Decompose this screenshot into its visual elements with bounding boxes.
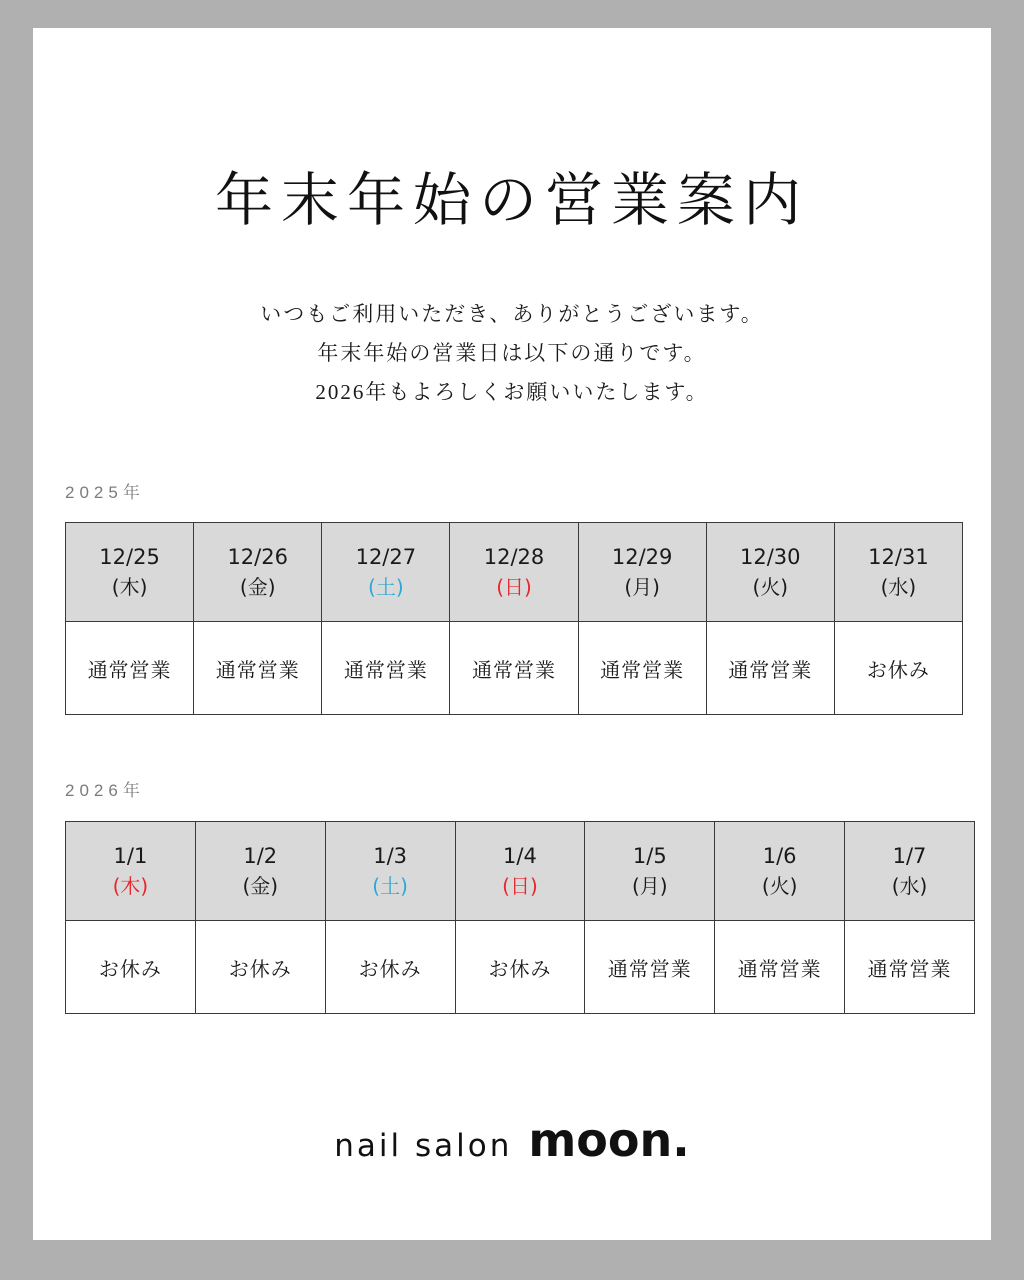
day-status-cell: 通常営業 (706, 622, 834, 715)
day-date: 1/7 (892, 844, 927, 869)
day-header-cell (715, 822, 845, 921)
day-header-cell (195, 822, 325, 921)
day-dow: (金) (242, 873, 279, 898)
day-dow: (土) (368, 574, 404, 599)
day-status-cell: お休み (455, 921, 585, 1014)
day-status-cell: 通常営業 (194, 622, 322, 715)
day-dow: (日) (496, 574, 532, 599)
day-header-cell (325, 822, 455, 921)
day-dow: (金) (239, 574, 276, 599)
day-dow: (火) (761, 873, 798, 898)
lead-line-3: 2026年もよろしくお願いいたします。 (315, 379, 709, 404)
day-header-cell (845, 822, 975, 921)
day-dow: (日) (502, 873, 538, 898)
day-dow: (水) (891, 873, 928, 898)
day-status-cell: 通常営業 (450, 622, 578, 715)
day-header-cell (194, 523, 322, 622)
day-dow: (火) (752, 574, 789, 599)
day-date: 1/6 (762, 844, 797, 869)
day-header-cell (66, 822, 196, 921)
day-status-cell: 通常営業 (585, 921, 715, 1014)
day-dow: (月) (631, 873, 668, 898)
day-date: 1/3 (373, 844, 407, 869)
day-status-cell: 通常営業 (66, 622, 194, 715)
day-date: 12/30 (740, 545, 801, 570)
day-header-cell (834, 523, 962, 622)
table-row-status-2026 (66, 921, 975, 1014)
lead-line-1: いつもご利用いただき、ありがとうございます。 (260, 302, 764, 326)
day-header-cell (585, 822, 715, 921)
day-date: 12/27 (355, 545, 417, 570)
day-date: 1/4 (503, 844, 537, 869)
flyer-sheet (33, 28, 991, 1240)
day-header-cell (450, 523, 578, 622)
day-status-cell: お休み (195, 921, 325, 1014)
day-header-cell (455, 822, 585, 921)
day-status-cell: 通常営業 (322, 622, 450, 715)
schedule-table-2025 (65, 522, 963, 715)
day-dow: (月) (624, 574, 660, 599)
brand-prefix: nail salon (334, 1128, 513, 1164)
day-date: 12/31 (868, 545, 929, 570)
day-header-cell (706, 523, 834, 622)
brand-logo (33, 1113, 991, 1167)
schedule-table-2026 (65, 821, 975, 1014)
day-dow: (木) (111, 574, 148, 599)
day-dow: (土) (372, 873, 408, 898)
day-date: 1/2 (243, 844, 278, 869)
table-row-status-2025 (66, 622, 963, 715)
lead-paragraph (33, 295, 991, 412)
day-status-cell: 通常営業 (715, 921, 845, 1014)
table-row-dates-2026 (66, 822, 975, 921)
day-header-cell (66, 523, 194, 622)
day-status-cell: お休み (66, 921, 196, 1014)
day-header-cell (578, 523, 706, 622)
day-status-cell: 通常営業 (845, 921, 975, 1014)
day-date: 1/5 (632, 844, 667, 869)
day-date: 12/28 (483, 545, 545, 570)
year-label-2026: 2026年 (65, 781, 145, 800)
year-label-2025: 2025年 (65, 483, 145, 502)
lead-line-2: 年末年始の営業日は以下の通りです。 (317, 340, 707, 365)
table-row-dates-2025 (66, 523, 963, 622)
brand-name: moon. (528, 1113, 690, 1167)
day-status-cell: お休み (325, 921, 455, 1014)
day-dow: (木) (112, 873, 149, 898)
page-title: 年末年始の営業案内 (214, 168, 809, 233)
day-status-cell: お休み (834, 622, 962, 715)
day-date: 12/29 (611, 545, 673, 570)
day-status-cell: 通常営業 (578, 622, 706, 715)
day-date: 1/1 (113, 844, 148, 869)
day-header-cell (322, 523, 450, 622)
day-date: 12/25 (99, 545, 160, 570)
day-date: 12/26 (227, 545, 288, 570)
day-dow: (水) (880, 574, 917, 599)
